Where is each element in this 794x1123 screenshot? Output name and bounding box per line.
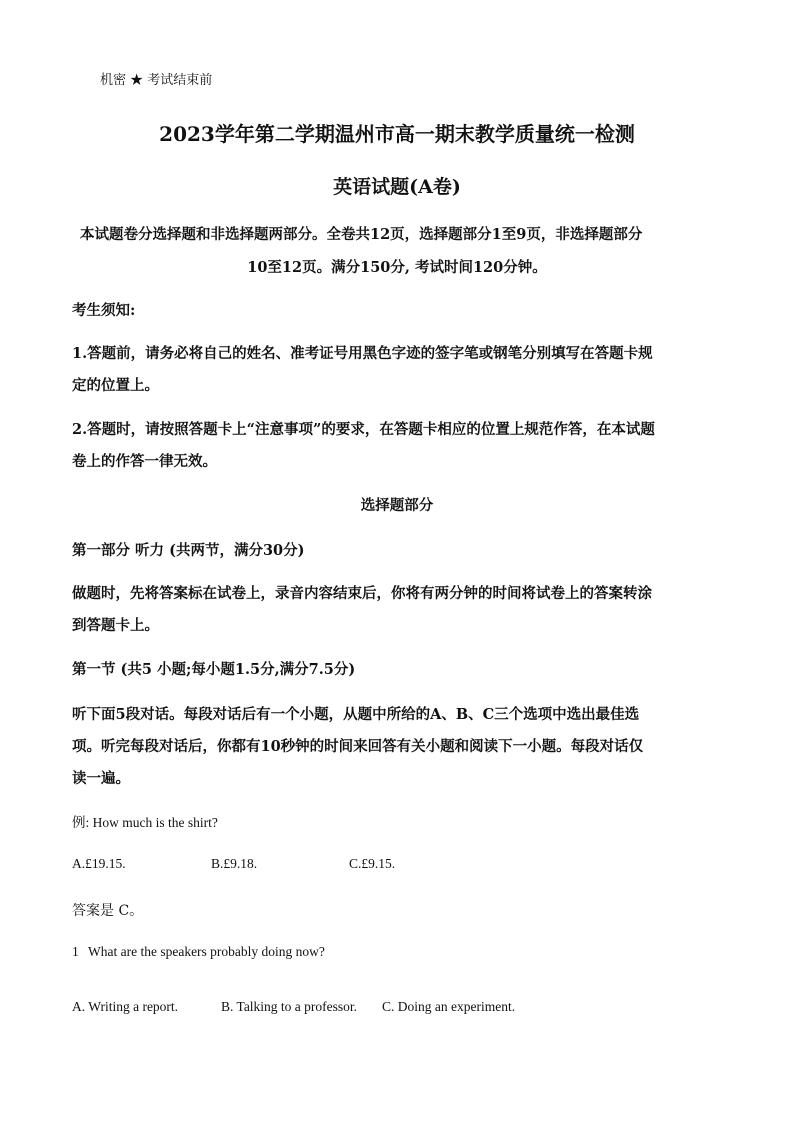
question-1-option-a: A. Writing a report.: [72, 999, 179, 1014]
example-question: 例: How much is the shirt?: [72, 815, 218, 830]
notice-heading: 考生须知:: [72, 302, 136, 319]
example-option-c: C.£9.15.: [349, 856, 396, 871]
question-1-number: 1: [72, 944, 79, 959]
part-1-instruction-line-1: 做题时，先将答案标在试卷上，录音内容结束后，你将有两分钟的时间将试卷上的答案转涂: [72, 585, 652, 602]
exam-subtitle: 英语试题(A卷): [333, 176, 461, 198]
confidential-label: 机密 ★ 考试结束前: [100, 73, 213, 88]
subsection-1-instruction-line-1: 听下面5段对话。每段对话后有一个小题，从题中所给的A、B、C三个选项中选出最佳选: [72, 706, 640, 723]
subsection-1-heading: 第一节 (共5 小题;每小题1.5分,满分7.5分): [72, 661, 356, 678]
question-1-option-b: B. Talking to a professor.: [221, 999, 358, 1014]
subsection-1-instruction-line-2: 项。听完每段对话后，你都有10秒钟的时间来回答有关小题和阅读下一小题。每段对话仅: [72, 738, 644, 755]
notice-item-1-line-2: 定的位置上。: [72, 377, 159, 394]
part-1-heading: 第一部分 听力 (共两节，满分30分): [72, 542, 305, 559]
subsection-1-instruction-line-3: 读一遍。: [72, 770, 130, 787]
example-option-b: B.£9.18.: [211, 856, 258, 871]
notice-item-2-line-1: 2.答题时，请按照答题卡上“注意事项”的要求，在答题卡相应的位置上规范作答，在本试题: [72, 421, 655, 438]
part-1-instruction-line-2: 到答题卡上。: [72, 617, 159, 634]
exam-title: 2023学年第二学期温州市高一期末教学质量统一检测: [159, 122, 635, 146]
notice-item-1-line-1: 1.答题前，请务必将自己的姓名、准考证号用黑色字迹的签字笔或钢笔分别填写在答题卡规: [72, 345, 653, 362]
section-title: 选择题部分: [360, 497, 434, 514]
intro-line-2: 10至12页。满分150分, 考试时间120分钟。: [247, 259, 547, 276]
example-option-a: A.£19.15.: [72, 856, 126, 871]
question-1-text: What are the speakers probably doing now?: [88, 944, 325, 959]
notice-item-2-line-2: 卷上的作答一律无效。: [72, 453, 217, 470]
question-1-option-c: C. Doing an experiment.: [382, 999, 516, 1014]
example-answer: 答案是 C。: [72, 903, 144, 919]
intro-line-1: 本试题卷分选择题和非选择题两部分。全卷共12页，选择题部分1至9页，非选择题部分: [80, 226, 643, 243]
